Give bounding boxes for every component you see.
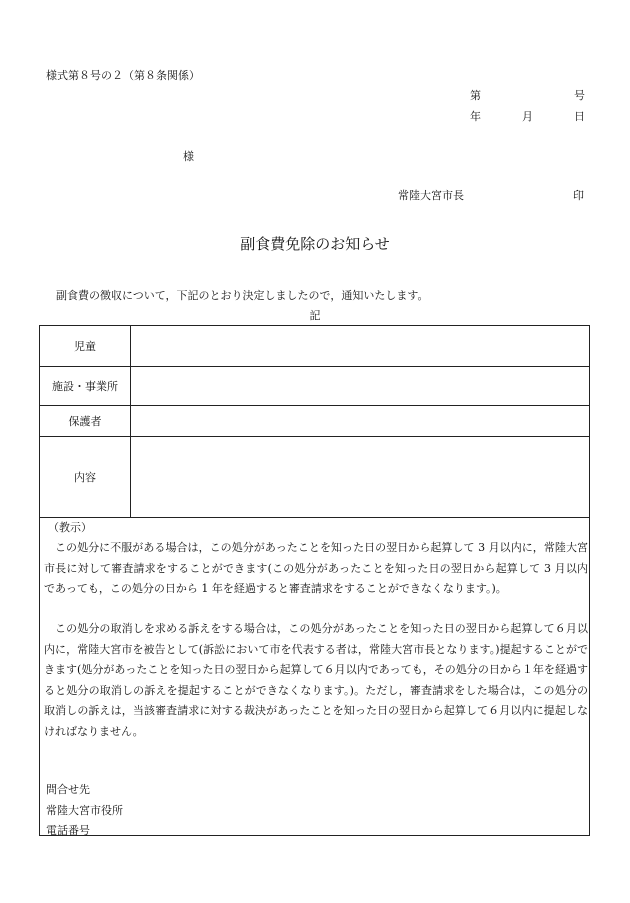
- contact-phone-label: 電話番号: [46, 824, 90, 837]
- notice-heading: （教示）: [48, 521, 92, 534]
- guardian-value: [131, 406, 590, 437]
- document-number-prefix: 第: [470, 89, 481, 102]
- table-row-child: [40, 326, 590, 367]
- intro-text: 副食費の徴収について，下記のとおり決定しましたので，通知いたします。: [56, 289, 429, 302]
- table-row-facility: [40, 367, 590, 406]
- addressee-honorific: 様: [183, 150, 194, 163]
- content-label: 内容: [40, 437, 131, 518]
- notice-paragraph-lawsuit: この処分の取消しを求める訴えをする場合は，この処分があったことを知った日の翌日から起算して６月以内に，常陸大宮市を被告として(訴訟において市を代表する者は，常陸大宮市長となります。)提起することができます(処分があったことを知った日の翌日から起算して６月以内であっても，その処分の日から１年を経過すると処分の取消しの訴えを提起することができなくなります。)。ただし，審査請求をした場合は，この処分の取消しの訴えは，当該審査請求に対する裁決があったことを知った日の翌日から起算して６月以内に提起しなければなりません。: [44, 622, 588, 738]
- facility-label: 施設・事業所: [40, 367, 131, 406]
- table-row-guardian: [40, 406, 590, 437]
- date-year-label: 年: [470, 110, 481, 123]
- details-table: [39, 325, 590, 518]
- guardian-label: 保護者: [40, 406, 131, 437]
- notice-paragraph-review: この処分に不服がある場合は，この処分があったことを知った日の翌日から起算して 3 月以内に，常陸大宮市長に対して審査請求をすることができます(この処分があったことを知った日の翌日から起算して 3 月以内であっても，この処分の日から 1 年を経過すると審査請求をすることができなくなります。)。: [44, 541, 588, 595]
- child-value: [131, 326, 590, 367]
- form-identifier: 様式第８号の２（第８条関係）: [46, 69, 200, 82]
- seal-mark: 印: [573, 189, 584, 202]
- notice-box: [39, 516, 590, 836]
- facility-value: [131, 367, 590, 406]
- ki-marker: 記: [309, 309, 321, 322]
- table-row-content: [40, 437, 590, 518]
- content-value: [131, 437, 590, 518]
- contact-heading: 問合せ先: [46, 783, 90, 796]
- date-day-label: 日: [574, 110, 585, 123]
- child-label: 児童: [40, 326, 131, 367]
- date-month-label: 月: [522, 110, 533, 123]
- issuer-name: 常陸大宮市長: [398, 189, 464, 202]
- document-title: 副食費免除のお知らせ: [240, 235, 390, 253]
- contact-block: [46, 780, 123, 842]
- contact-office: 常陸大宮市役所: [46, 803, 123, 817]
- document-number-suffix: 号: [574, 89, 585, 102]
